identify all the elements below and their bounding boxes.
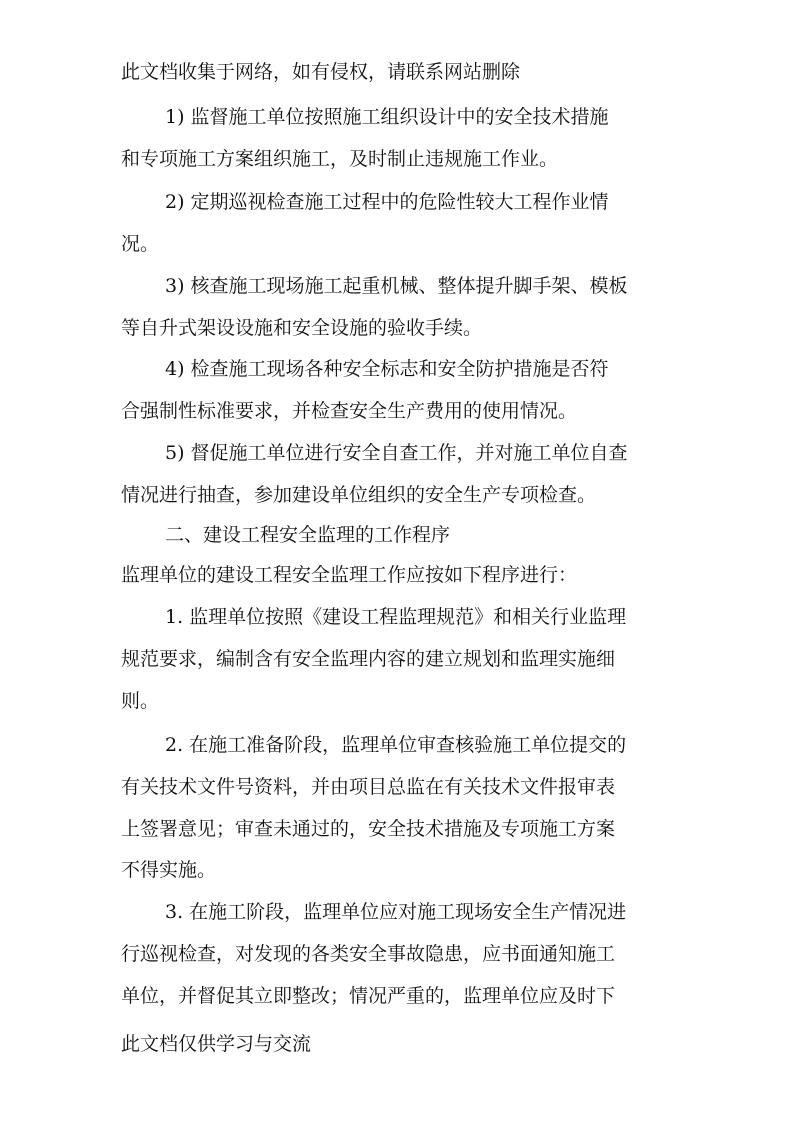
item-2-line-2: 况。 — [121, 233, 160, 255]
step-3-line-2: 行巡视检查，对发现的各类安全事故隐患，应书面通知施工 — [121, 943, 616, 965]
item-3-line-1: 3) 核查施工现场施工起重机械、整体提升脚手架、模板 — [165, 275, 628, 297]
step-3-line-1: 3. 在施工阶段，监理单位应对施工现场安全生产情况进 — [165, 901, 627, 923]
footer-notice: 此文档仅供学习与交流 — [121, 1033, 312, 1055]
step-3-line-3: 单位，并督促其立即整改；情况严重的，监理单位应及时下 — [121, 985, 616, 1007]
item-5-line-1: 5) 督促施工单位进行安全自查工作，并对施工单位自查 — [165, 442, 628, 464]
item-4-line-2: 合强制性标准要求，并检查安全生产费用的使用情况。 — [121, 400, 578, 422]
item-2-line-1: 2) 定期巡视检查施工过程中的危险性较大工程作业情 — [165, 191, 609, 213]
item-1-line-1: 1) 监督施工单位按照施工组织设计中的安全技术措施 — [165, 106, 609, 128]
item-4-line-1: 4) 检查施工现场各种安全标志和安全防护措施是否符 — [165, 358, 609, 380]
step-2-line-4: 不得实施。 — [121, 859, 217, 881]
step-1-line-2: 规范要求，编制含有安全监理内容的建立规划和监理实施细 — [121, 648, 616, 670]
section-intro: 监理单位的建设工程安全监理工作应按如下程序进行： — [121, 564, 578, 586]
step-1-line-1: 1. 监理单位按照《建设工程监理规范》和相关行业监理 — [165, 606, 627, 628]
step-2-line-2: 有关技术文件号资料，并由项目总监在有关技术文件报审表 — [121, 776, 616, 798]
item-5-line-2: 情况进行抽查，参加建设单位组织的安全生产专项检查。 — [121, 484, 597, 506]
section-heading: 二、建设工程安全监理的工作程序 — [165, 524, 451, 546]
header-notice: 此文档收集于网络，如有侵权，请联系网站删除 — [121, 61, 521, 83]
item-3-line-2: 等自升式架设设施和安全设施的验收手续。 — [121, 317, 483, 339]
step-2-line-3: 上签署意见；审查未通过的，安全技术措施及专项施工方案 — [121, 818, 616, 840]
item-1-line-2: 和专项施工方案组织施工，及时制止违规施工作业。 — [121, 148, 559, 170]
step-2-line-1: 2. 在施工准备阶段，监理单位审查核验施工单位提交的 — [165, 734, 627, 756]
step-1-line-3: 则。 — [121, 690, 160, 712]
